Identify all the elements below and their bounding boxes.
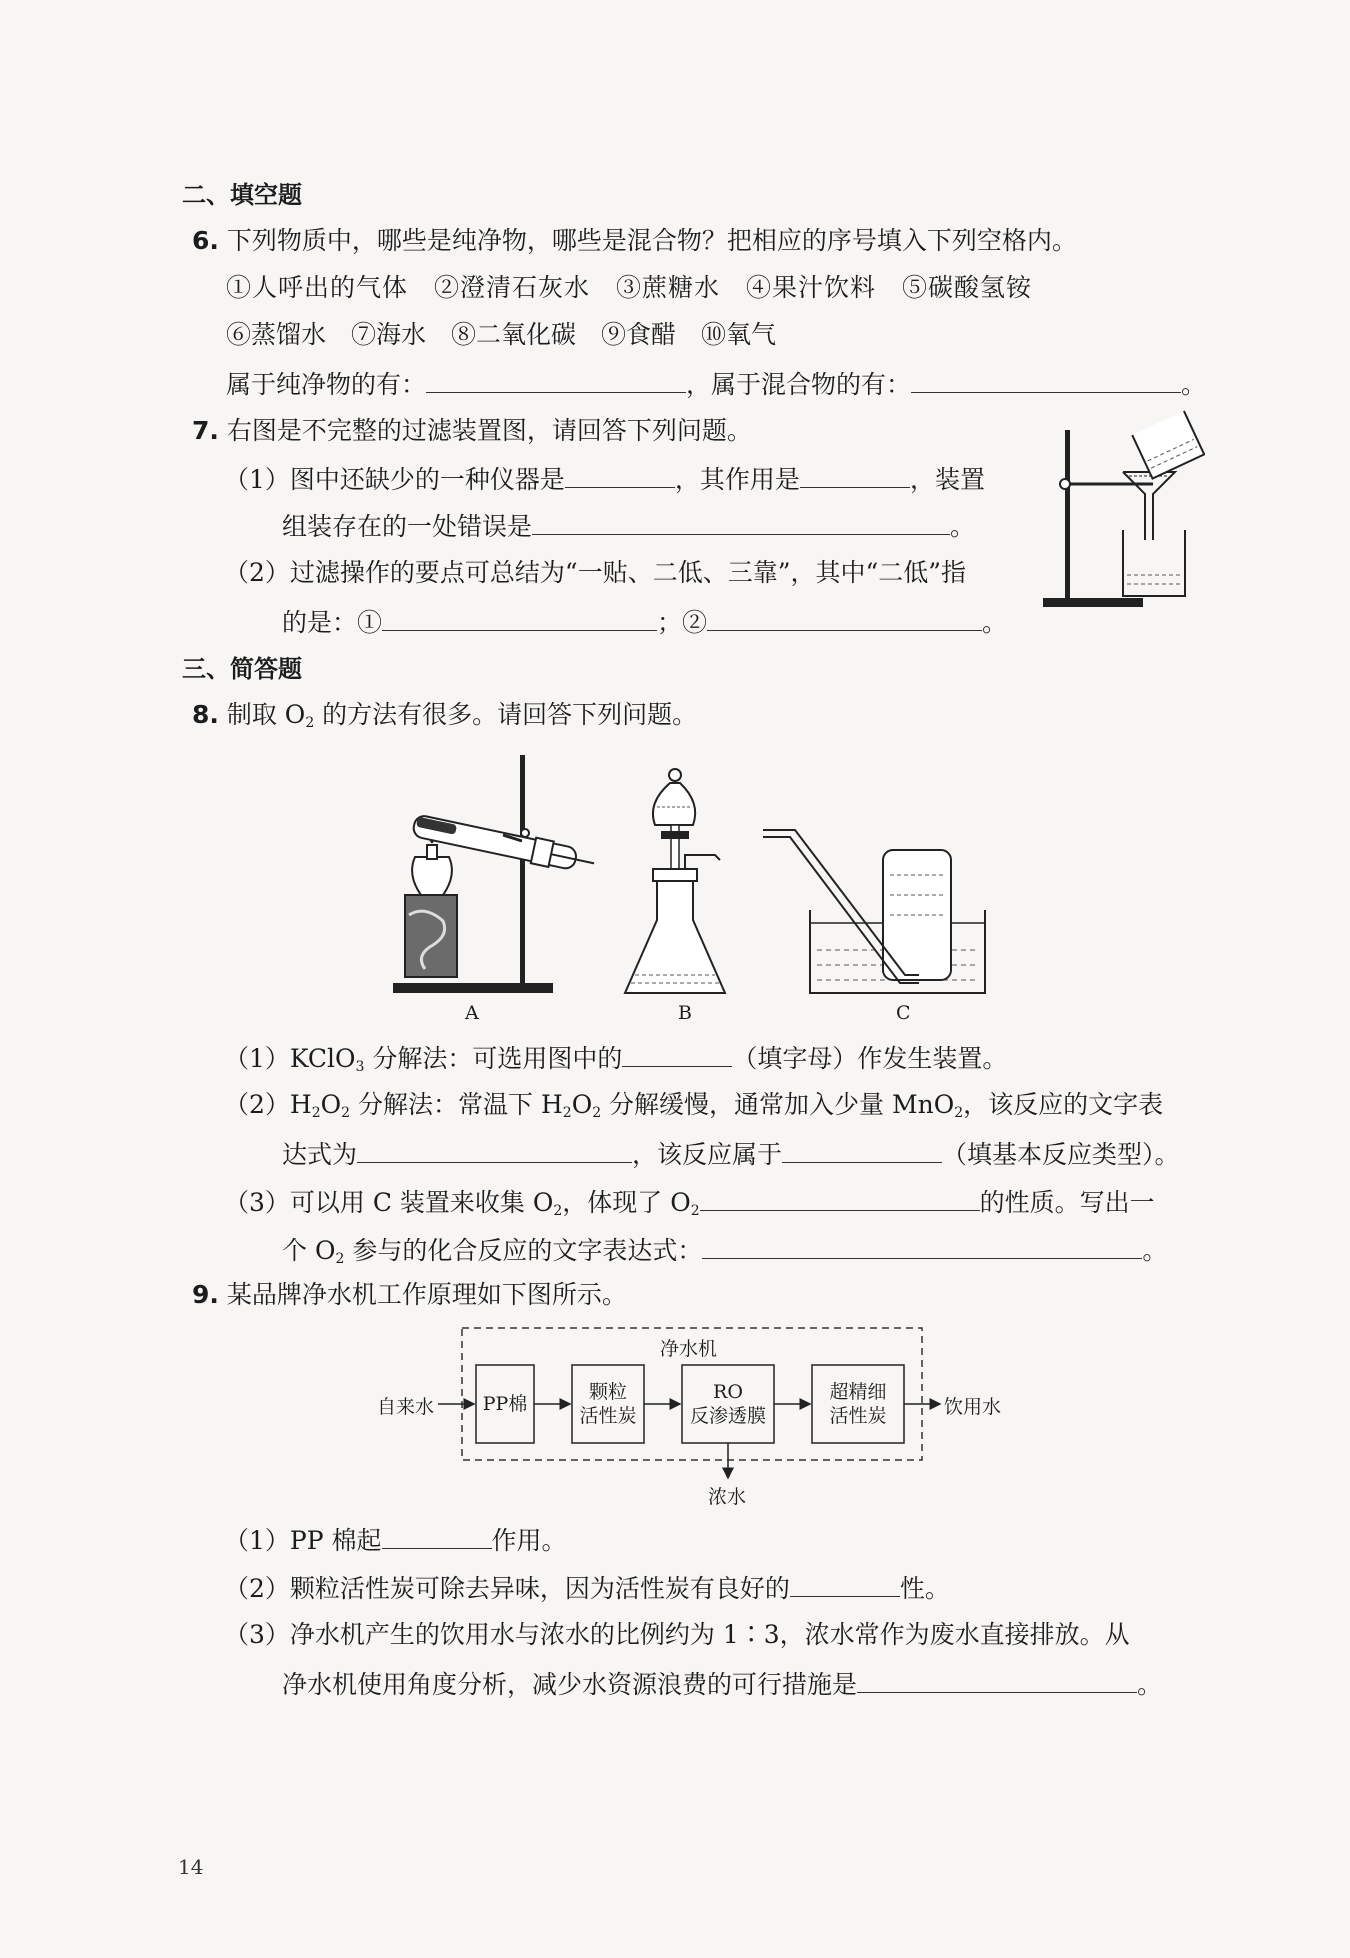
part-text: ；② — [657, 608, 708, 637]
question-text: 右图是不完整的过滤装置图，请回答下列问题。 — [226, 416, 752, 445]
period: 。 — [1142, 1236, 1168, 1265]
question-text: 制取 O — [226, 700, 306, 729]
part-number: （1） — [224, 465, 290, 494]
label-line: 活性炭 — [579, 1405, 637, 1427]
figure-label-b: B — [678, 1002, 692, 1024]
question-6-options-row2: ⑥蒸馏水 ⑦海水 ⑧二氧化碳 ⑨食醋 ⑩氧气 — [226, 320, 777, 349]
ro-membrane-label — [682, 1380, 774, 1428]
part-number: （2） — [224, 1574, 290, 1603]
answer-blank-apparatus[interactable] — [622, 1040, 732, 1067]
label-line: 活性炭 — [829, 1405, 887, 1427]
question-8-stem — [192, 698, 697, 740]
question-number: 7. — [192, 416, 219, 445]
pp-cotton-label: PP棉 — [482, 1393, 528, 1415]
answer-blank-pure[interactable] — [426, 366, 686, 393]
oxygen-apparatus-figure — [385, 745, 1225, 1035]
question-8-part3-line2 — [282, 1232, 1167, 1276]
subscript: 2 — [954, 1105, 964, 1121]
part-text: ，该反应属于 — [632, 1140, 783, 1169]
subscript: 2 — [305, 715, 315, 731]
purifier-label: 净水机 — [660, 1338, 718, 1360]
question-6-answer-line — [226, 366, 1206, 402]
part-text: ，体现了 O — [562, 1188, 691, 1217]
part-text: ，装置 — [909, 465, 985, 494]
output-label: 饮用水 — [944, 1396, 1002, 1418]
question-6-options-row1: ①人呼出的气体 ②澄清石灰水 ③蔗糖水 ④果汁饮料 ⑤碳酸氢铵 — [226, 273, 1033, 302]
part-text: 作用。 — [491, 1526, 567, 1555]
question-text: 下列物质中，哪些是纯净物，哪些是混合物？把相应的序号填入下列空格内。 — [226, 226, 1077, 255]
answer-blank-low2[interactable] — [707, 604, 982, 631]
answer-blank-combination-equation[interactable] — [702, 1232, 1142, 1259]
funnel-left — [1123, 472, 1145, 540]
part-text: O — [571, 1090, 593, 1119]
question-7-part1-line1 — [224, 461, 985, 497]
question-9-part3-line2 — [282, 1666, 1162, 1702]
answer-blank-low1[interactable] — [382, 604, 657, 631]
page-number: 14 — [178, 1855, 204, 1879]
answer-blank-reaction-type[interactable] — [782, 1136, 942, 1163]
clamp-knob — [1060, 479, 1070, 489]
answer-blank-pp-function[interactable] — [382, 1522, 492, 1549]
part-text: （填字母）作发生装置。 — [732, 1044, 1008, 1073]
part-text: 颗粒活性炭可除去异味，因为活性炭有良好的 — [289, 1574, 790, 1603]
part-text: 分解缓慢，通常加入少量 MnO — [601, 1090, 955, 1119]
question-text: 的方法有很多。请回答下列问题。 — [314, 700, 698, 729]
question-number: 6. — [192, 226, 219, 255]
question-7-part2-line1 — [224, 556, 966, 590]
subscript: 2 — [592, 1105, 602, 1121]
part-text: O — [320, 1090, 342, 1119]
question-6-stem — [192, 224, 1077, 258]
part-text: 的性质。写出一 — [979, 1188, 1155, 1217]
stand-rod — [1065, 430, 1070, 600]
part-text: KClO — [289, 1044, 356, 1073]
mixture-label: ，属于混合物的有： — [686, 370, 912, 399]
part-number: （1） — [224, 1044, 290, 1073]
part-text: 可以用 C 装置来收集 O — [289, 1188, 554, 1217]
stand-base — [1043, 598, 1143, 607]
waste-water-label: 浓水 — [708, 1486, 747, 1508]
question-7-part1-line2 — [282, 508, 975, 544]
input-label: 自来水 — [377, 1396, 435, 1418]
part-text: PP 棉起 — [289, 1526, 382, 1555]
filtration-apparatus-figure — [1035, 410, 1205, 615]
part-text: 净水机产生的饮用水与浓水的比例约为 1∶3，浓水常作为废水直接排放。从 — [289, 1620, 1130, 1649]
question-8-part3-line1 — [224, 1184, 1155, 1228]
funnel — [1123, 472, 1175, 540]
question-9-part1 — [224, 1522, 567, 1558]
apparatus-c — [763, 830, 985, 993]
subscript: 2 — [562, 1105, 572, 1121]
subscript: 2 — [335, 1251, 345, 1267]
period: 。 — [982, 608, 1008, 637]
answer-blank-error[interactable] — [532, 508, 950, 535]
answer-blank-function[interactable] — [800, 461, 910, 488]
pure-label: 属于纯净物的有： — [226, 370, 427, 399]
subscript: 3 — [355, 1059, 365, 1075]
answer-blank-word-equation[interactable] — [357, 1136, 632, 1163]
part-number: （2） — [224, 1090, 290, 1119]
question-9-stem — [192, 1278, 627, 1312]
period: 。 — [950, 512, 976, 541]
granular-carbon-label — [572, 1380, 644, 1428]
part-text: 组装存在的一处错误是 — [282, 512, 533, 541]
question-7-part2-line2 — [282, 604, 1007, 640]
answer-blank-mixture[interactable] — [911, 366, 1181, 393]
subscript: 2 — [341, 1105, 351, 1121]
period: 。 — [1181, 370, 1207, 399]
part-text: 图中还缺少的一种仪器是 — [289, 465, 565, 494]
section-fill-blank-title: 二、填空题 — [182, 181, 302, 209]
subscript: 2 — [690, 1203, 700, 1219]
question-7-stem — [192, 414, 752, 448]
question-8-part2-line2 — [282, 1136, 1180, 1172]
part-text: 个 O — [282, 1236, 336, 1265]
part-text: 参与的化合反应的文字表达式： — [344, 1236, 703, 1265]
answer-blank-instrument[interactable] — [565, 461, 675, 488]
part-number: （1） — [224, 1526, 290, 1555]
answer-blank-saving-measure[interactable] — [857, 1666, 1137, 1693]
part-number: （2） — [224, 558, 290, 587]
part-text: 性。 — [899, 1574, 950, 1603]
part-number: （3） — [224, 1620, 290, 1649]
part-text: 分解法：可选用图中的 — [364, 1044, 623, 1073]
subscript: 2 — [311, 1105, 321, 1121]
label-line: 颗粒 — [588, 1381, 627, 1403]
part-text: ，其作用是 — [674, 465, 800, 494]
question-9-part2 — [224, 1570, 950, 1606]
apparatus-a — [393, 755, 597, 993]
question-text: 某品牌净水机工作原理如下图所示。 — [226, 1280, 627, 1309]
question-8-part2-line1 — [224, 1088, 1163, 1130]
figure-label-c: C — [896, 1002, 911, 1024]
question-number: 8. — [192, 700, 219, 729]
label-line: RO — [713, 1381, 743, 1403]
question-number: 9. — [192, 1280, 219, 1309]
answer-blank-carbon-property[interactable] — [790, 1570, 900, 1597]
figure-label-a: A — [465, 1002, 479, 1024]
question-8-part1 — [224, 1040, 1007, 1084]
part-text: 净水机使用角度分析，减少水资源浪费的可行措施是 — [282, 1670, 858, 1699]
part-text: （填基本反应类型）。 — [942, 1140, 1180, 1169]
fine-carbon-label — [812, 1380, 904, 1428]
section-short-answer-title: 三、简答题 — [182, 655, 302, 683]
apparatus-b — [625, 769, 725, 993]
period: 。 — [1137, 1670, 1163, 1699]
subscript: 2 — [553, 1203, 563, 1219]
question-9-part3-line1 — [224, 1618, 1130, 1652]
pouring-beaker — [1132, 411, 1204, 479]
part-text: 过滤操作的要点可总结为“一贴、二低、三靠”，其中“二低”指 — [289, 558, 967, 587]
part-number: （3） — [224, 1188, 290, 1217]
label-line: 超精细 — [829, 1381, 887, 1403]
part-text: 的是：① — [282, 608, 383, 637]
part-text: 达式为 — [282, 1140, 358, 1169]
answer-blank-property[interactable] — [700, 1184, 980, 1211]
label-line: 反渗透膜 — [689, 1405, 766, 1427]
part-text: H — [289, 1090, 312, 1119]
part-text: 分解法：常温下 H — [350, 1090, 563, 1119]
part-text: ，该反应的文字表 — [963, 1090, 1164, 1119]
